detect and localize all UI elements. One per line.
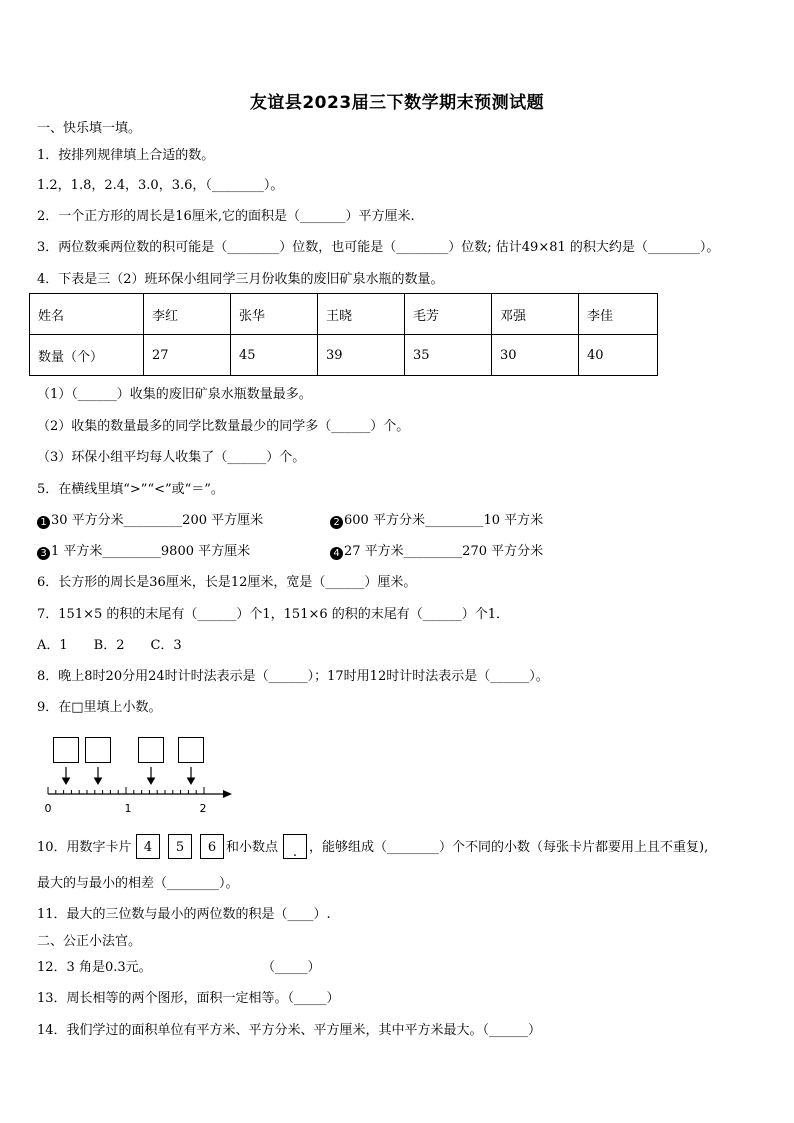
question-1-sequence: 1.2，1.8，2.4，3.0，3.6，（________）。 (37, 178, 284, 193)
table-cell: 45 (231, 335, 318, 376)
question-6: 6．长方形的周长是36厘米，长是12厘米，宽是（______）厘米。 (37, 575, 417, 590)
question-3: 3．两位数乘两位数的积可能是（________）位数，也可能是（________）位数; 估计49×81 的积大约是（________）。 (37, 240, 720, 255)
table-cell: 35 (405, 335, 492, 376)
page-title: 友谊县2023届三下数学期末预测试题 (249, 93, 545, 113)
compare-item-3 (37, 544, 250, 560)
section-heading-2: 二、公正小法官。 (37, 934, 142, 949)
bottle-collection-table (29, 293, 658, 376)
tick-label-2: 2 (199, 802, 207, 815)
question-10-line-2: 最大的与最小的相差（________）。 (37, 876, 239, 891)
number-card-6: 6 (200, 834, 224, 859)
table-cell: 40 (579, 335, 658, 376)
compare-item-2 (330, 513, 543, 529)
table-cell: 李红 (144, 294, 231, 335)
table-cell: 姓名 (30, 294, 144, 335)
number-line (40, 763, 240, 818)
question-10-suffix: ，能够组成（________）个不同的小数（每张卡片都要用上且不重复), (309, 840, 709, 855)
question-7: 7．151×5 的积的末尾有（______）个1，151×6 的积的末尾有（______）个1． (37, 607, 510, 622)
table-cell: 张华 (231, 294, 318, 335)
circled-number-2: 2 (330, 516, 343, 529)
pointer-arrow-head (148, 778, 155, 784)
question-4-part-3: （3）环保小组平均每人收集了（______）个。 (37, 450, 306, 465)
answer-box[interactable] (138, 737, 164, 763)
pointer-arrow-head (63, 778, 70, 784)
question-1: 1．按排列规律填上合适的数。 (37, 148, 215, 163)
question-8: 8．晚上8时20分用24时计时法表示是（______）；17时用12时计时法表示是（______）。 (37, 669, 549, 684)
table-cell: 邓强 (492, 294, 579, 335)
question-2: 2．一个正方形的周长是16厘米,它的面积是（_______）平方厘米. (37, 209, 415, 224)
table-cell: 数量（个） (30, 335, 144, 376)
compare-text: 27 平方米_________270 平方分米 (344, 544, 544, 559)
question-4: 4．下表是三（2）班环保小组同学三月份收集的废旧矿泉水瓶的数量。 (37, 272, 444, 287)
circled-number-4: 4 (330, 547, 343, 560)
question-12-blank: （_____） (262, 960, 321, 975)
pointer-arrow-head (95, 778, 102, 784)
compare-item-4 (330, 544, 543, 560)
question-14: 14．我们学过的面积单位有平方米、平方分米、平方厘米，其中平方米最大。（______） (37, 1023, 542, 1038)
table-cell: 39 (318, 335, 405, 376)
compare-text: 30 平方分米_________200 平方厘米 (51, 513, 264, 528)
question-9: 9．在□里填上小数。 (37, 700, 162, 715)
question-10-mid: 和小数点 (226, 840, 279, 855)
question-10-prefix: 10．用数字卡片 (37, 840, 132, 855)
compare-text: 600 平方分米_________10 平方米 (344, 513, 544, 528)
question-12: 12．3 角是0.3元。 (37, 960, 152, 975)
question-4-part-2: （2）收集的数量最多的同学比数量最少的同学多（______）个。 (37, 419, 410, 434)
circled-number-3: 3 (37, 547, 50, 560)
answer-box[interactable] (53, 737, 79, 763)
tick-label-0: 0 (44, 802, 52, 815)
decimal-point-card: . (283, 834, 307, 859)
number-card-5: 5 (168, 834, 192, 859)
compare-item-1 (37, 513, 263, 529)
table-cell: 30 (492, 335, 579, 376)
answer-box[interactable] (85, 737, 111, 763)
question-11: 11．最大的三位数与最小的两位数的积是（____）. (37, 907, 331, 922)
question-4-part-1: （1）（______）收集的废旧矿泉水瓶数量最多。 (37, 387, 312, 402)
table-cell: 李佳 (579, 294, 658, 335)
table-cell: 27 (144, 335, 231, 376)
question-7-options: A．1 B．2 C．3 (37, 638, 182, 653)
compare-text: 1 平方米_________9800 平方厘米 (51, 544, 251, 559)
table-row (30, 294, 658, 335)
pointer-arrow-head (188, 778, 195, 784)
question-13: 13．周长相等的两个图形，面积一定相等。（_____） (37, 991, 340, 1006)
section-heading-1: 一、快乐填一填。 (37, 121, 142, 136)
number-card-4: 4 (136, 834, 160, 859)
table-cell: 毛芳 (405, 294, 492, 335)
tick-label-1: 1 (124, 802, 132, 815)
answer-box[interactable] (178, 737, 204, 763)
table-row (30, 335, 658, 376)
table-cell: 王晓 (318, 294, 405, 335)
circled-number-1: 1 (37, 516, 50, 529)
axis-arrow-head (223, 790, 232, 798)
question-5: 5．在横线里填“>”“<”或“＝”。 (37, 482, 224, 497)
